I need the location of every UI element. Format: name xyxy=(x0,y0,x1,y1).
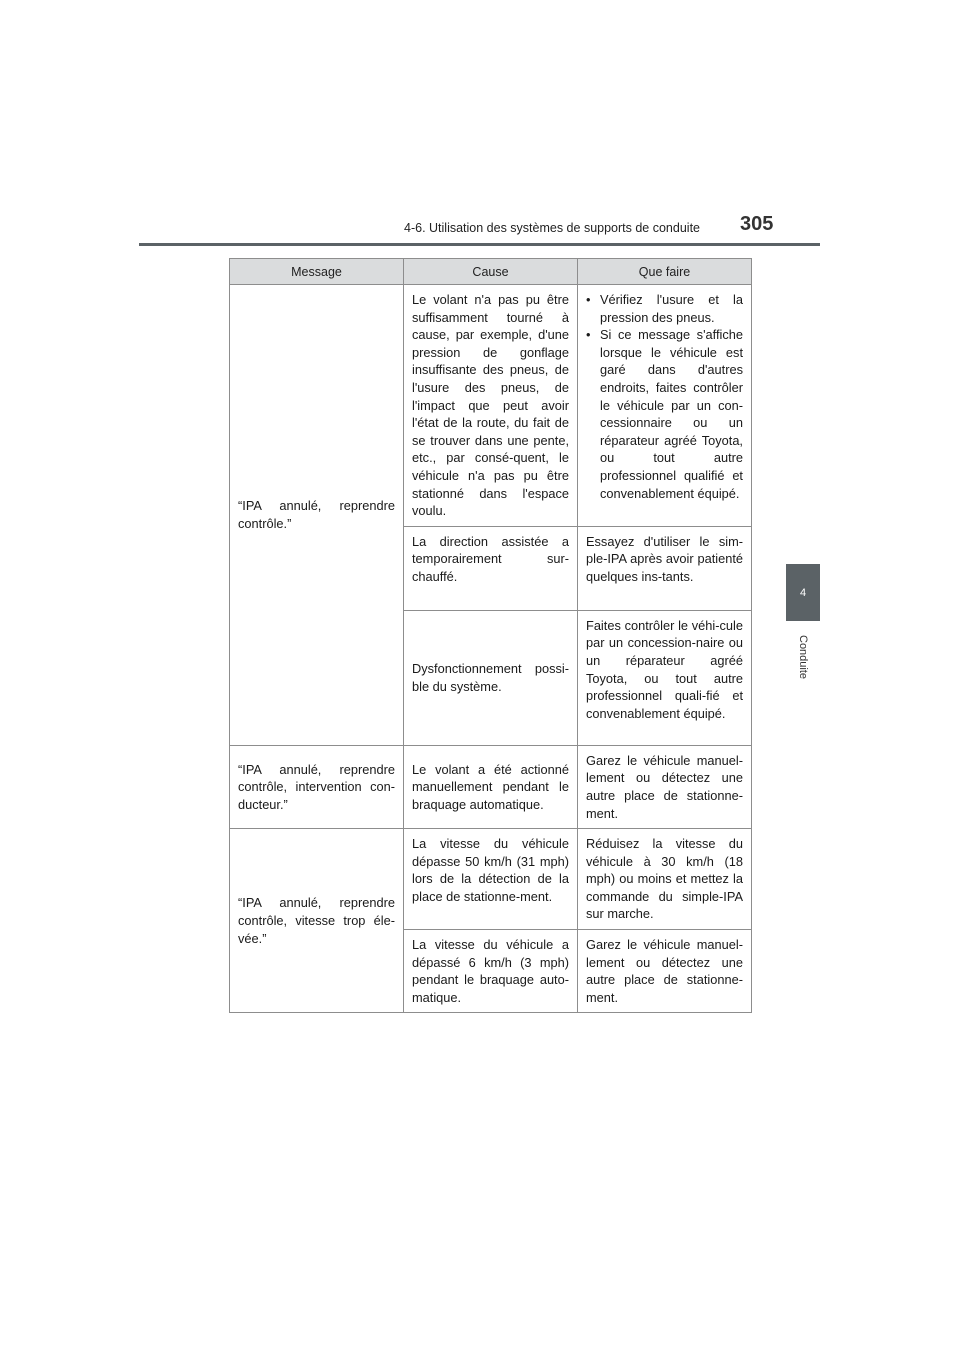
table-row xyxy=(230,285,752,527)
cause-cell: Le volant n'a pas pu être suffisamment tourné à cause, par exemple, d'une pression de gonflage insuffisante des pneus, de l'usure des pneus, de l'impact que peut avoir l'état de la route, du fait de se trouver dans une pente, etc., par consé-quent, le véhicule n'a pas pu être stationné dans l'espace voulu. xyxy=(404,285,578,527)
header-divider xyxy=(139,243,820,246)
cause-cell: Dysfonctionnement possi-ble du système. xyxy=(404,610,578,745)
cause-cell: La vitesse du véhicule a dépassé 6 km/h (3 mph) pendant le braquage auto-matique. xyxy=(404,930,578,1013)
action-cell: Réduisez la vitesse du véhicule à 30 km/h (18 mph) ou moins et mettez la commande du simple-IPA sur marche. xyxy=(578,829,752,930)
table-row xyxy=(230,829,752,930)
action-cell xyxy=(578,285,752,527)
column-header-cause: Cause xyxy=(404,259,578,285)
message-table xyxy=(229,258,752,1013)
chapter-label-text: Conduite xyxy=(797,635,809,680)
chapter-tab xyxy=(786,564,820,621)
message-cell: “IPA annulé, reprendre contrôle, intervention con-ducteur.” xyxy=(230,745,404,828)
action-cell: Garez le véhicule manuel-lement ou détectez une autre place de stationne-ment. xyxy=(578,930,752,1013)
column-header-message: Message xyxy=(230,259,404,285)
message-cell: “IPA annulé, reprendre contrôle, vitesse trop éle-vée.” xyxy=(230,829,404,1013)
chapter-number: 4 xyxy=(799,586,807,599)
section-title: 4-6. Utilisation des systèmes de supports de conduite xyxy=(404,221,700,235)
action-cell: Faites contrôler le véhi-cule par un concession-naire ou un réparateur agréé Toyota, ou tout autre professionnel quali-fié et convenablement équipé. xyxy=(578,610,752,745)
table-header-row xyxy=(230,259,752,285)
action-bullet-list xyxy=(586,291,743,502)
list-item: • Vérifiez l'usure et la pression des pneus. xyxy=(586,291,743,326)
cause-cell: La direction assistée a temporairement sur-chauffé. xyxy=(404,526,578,610)
cause-cell: Le volant a été actionné manuellement pendant le braquage automatique. xyxy=(404,745,578,828)
chapter-label xyxy=(782,635,824,715)
column-header-action: Que faire xyxy=(578,259,752,285)
action-cell: Essayez d'utiliser le sim-ple-IPA après avoir patienté quelques ins-tants. xyxy=(578,526,752,610)
action-cell: Garez le véhicule manuel-lement ou détectez une autre place de stationne-ment. xyxy=(578,745,752,828)
message-cell: “IPA annulé, reprendre contrôle.” xyxy=(230,285,404,746)
table-row xyxy=(230,745,752,828)
cause-cell: La vitesse du véhicule dépasse 50 km/h (31 mph) lors de la détection de la place de stationne-ment. xyxy=(404,829,578,930)
list-item: • Si ce message s'affiche lorsque le véhicule est garé dans d'autres endroits, faites contrôler le véhicule par un con-cessionnaire ou un réparateur agréé Toyota, ou tout autre professionnel qualifié et convenablement équipé. xyxy=(586,326,743,502)
page-number: 305 xyxy=(740,213,774,235)
